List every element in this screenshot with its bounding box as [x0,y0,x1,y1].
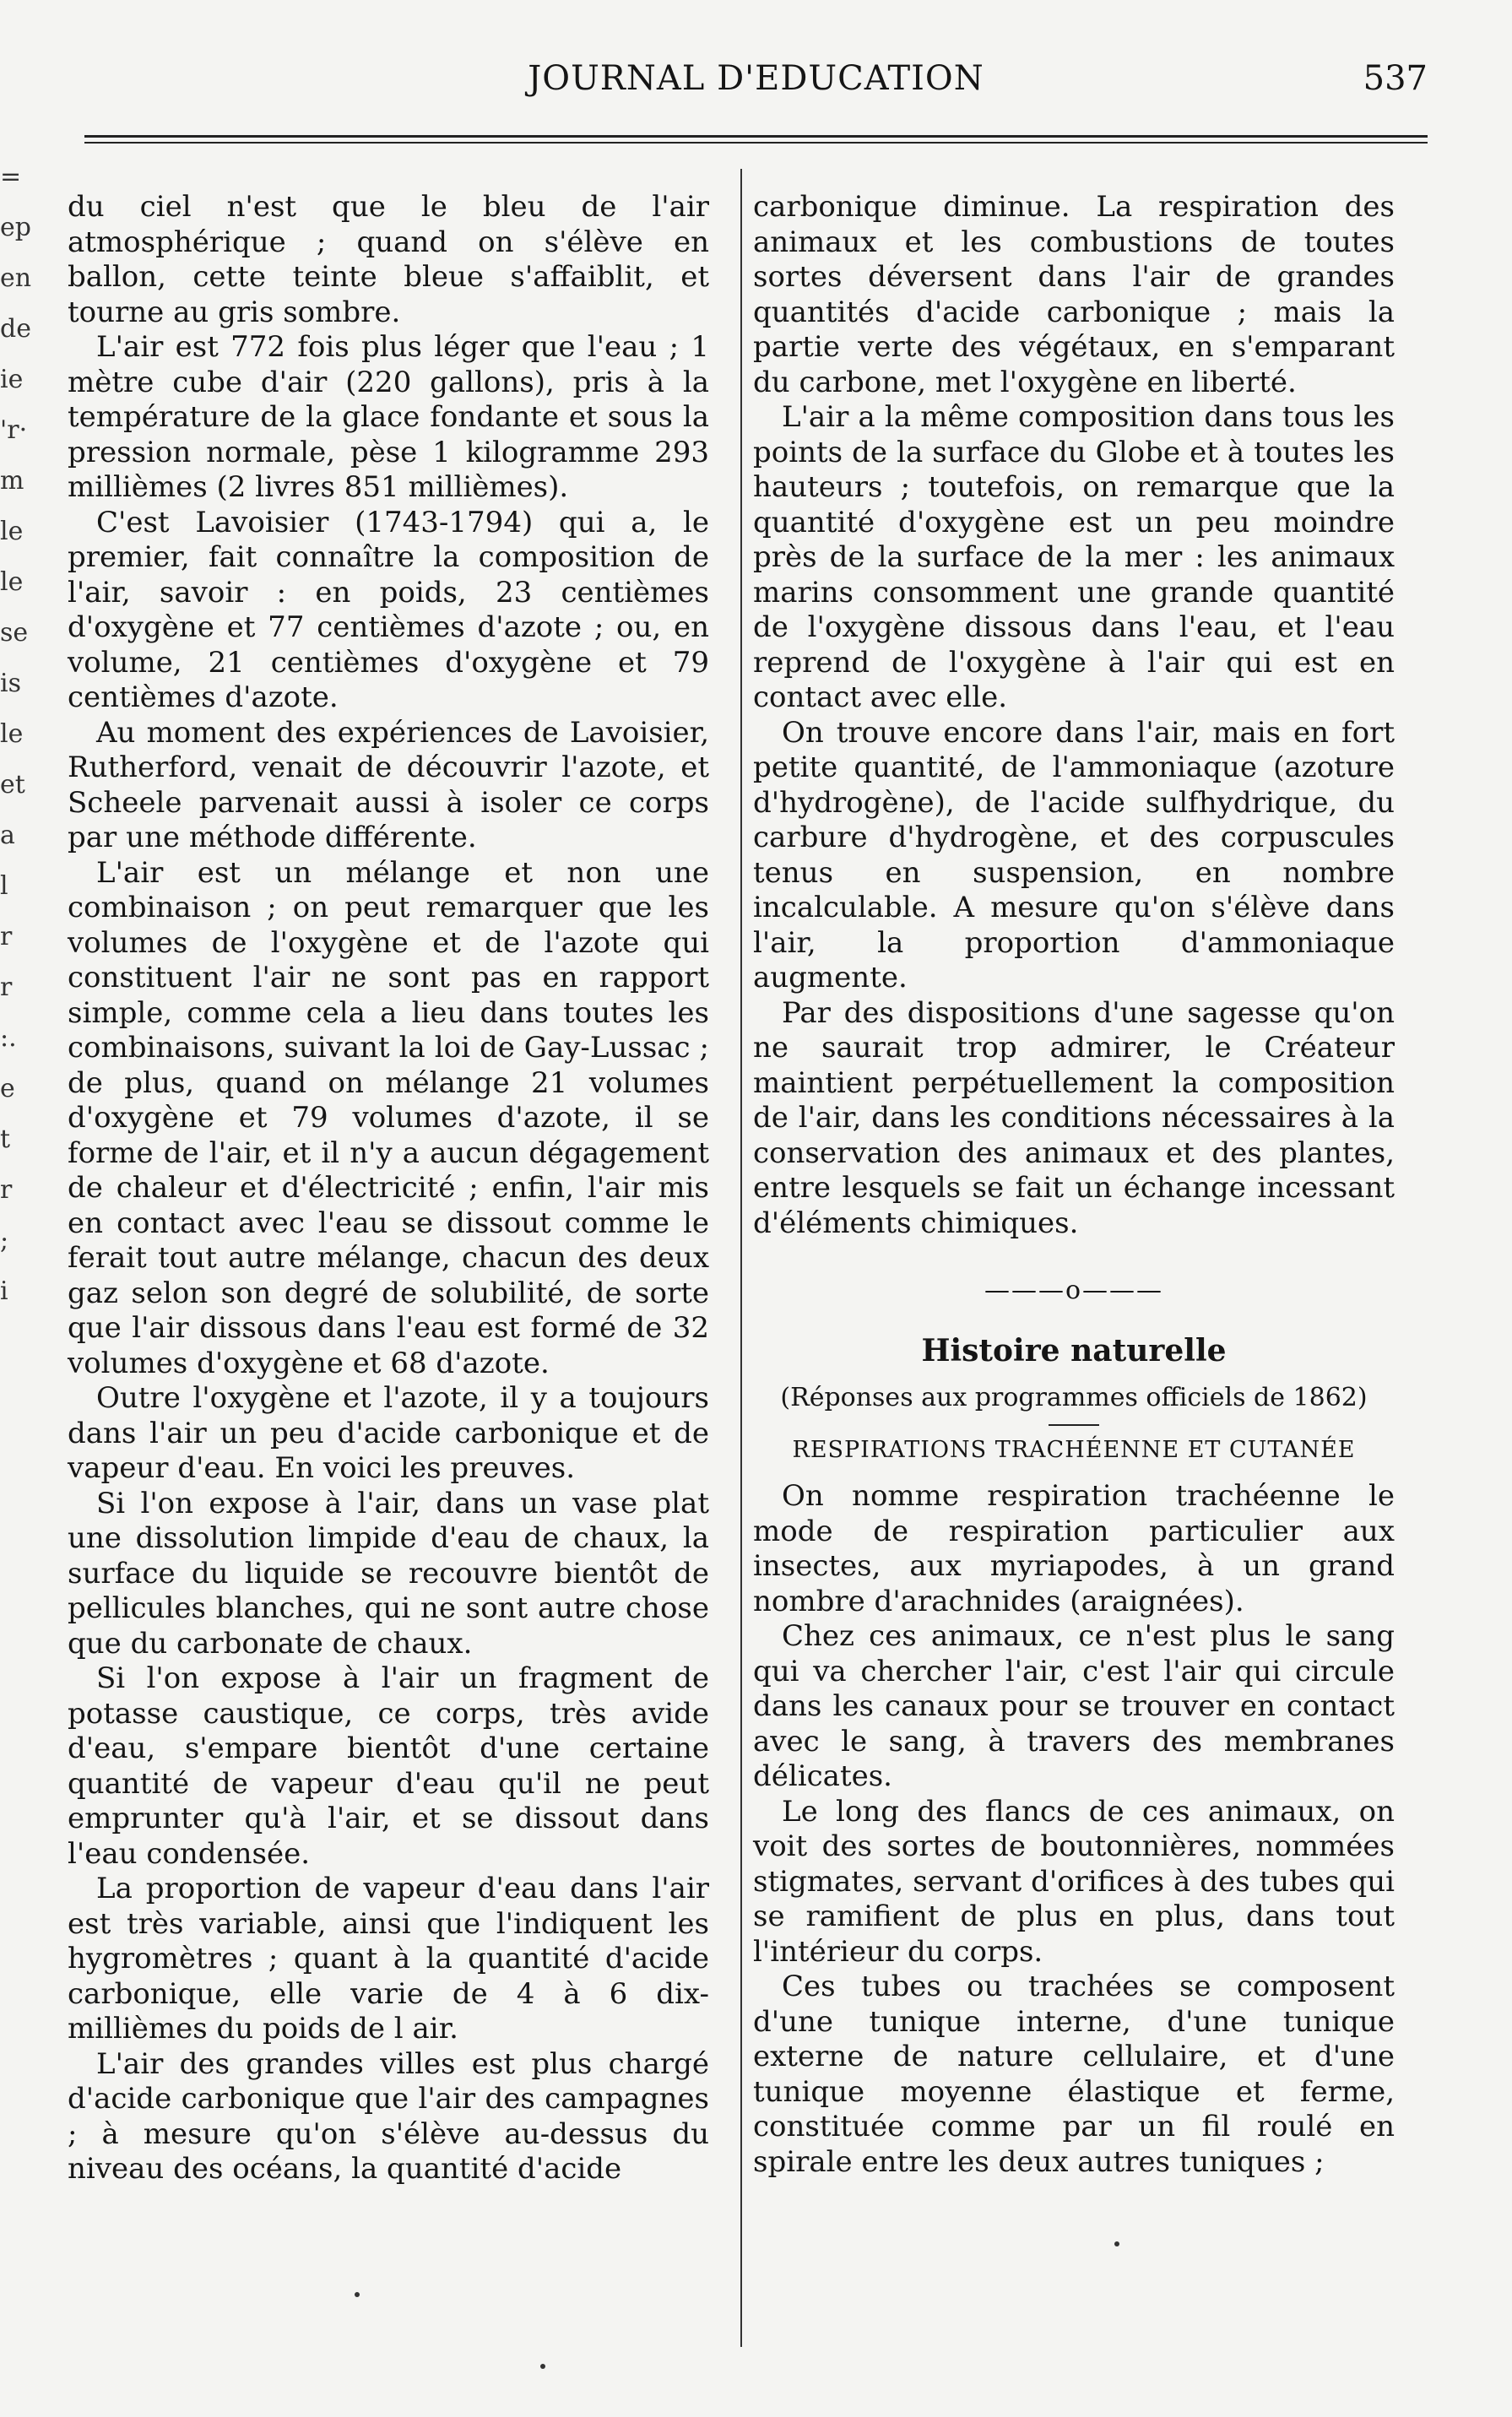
margin-fragment: r [0,922,13,951]
journal-title: JOURNAL D'EDUCATION [528,59,984,98]
margin-fragment: 'r· [0,415,28,445]
margin-fragment: ie [0,365,24,394]
paragraph: La proportion de vapeur d'eau dans l'air est très variable, ainsi que l'indiquent les hygromètres ; quant à la quantité d'acide carbonique, elle varie de 4 à 6 dix-millièmes du poids de l air. [68,1872,709,2046]
right-column [753,190,1395,2180]
section-separator: ———o——— [984,1276,1164,1305]
margin-fragment: r [0,1175,13,1205]
margin-fragment: = [0,162,22,192]
margin-fragment: le [0,719,24,749]
subsection-title: RESPIRATIONS TRACHÉENNE ET CUTANÉE [792,1436,1356,1463]
short-rule [1049,1424,1099,1426]
column-divider [740,169,742,2347]
paragraph: L'air est un mélange et non une combinaison ; on peut remarquer que les volumes de l'oxygène et de l'azote qui constituent l'air ne sont pas en rapport simple, comme cela a lieu dans toutes les combinaisons, suivant la loi de Gay-Lussac ; de plus, quand on mélange 21 volumes d'oxygène et 79 volumes d'azote, il se forme de l'air, et il n'y a aucun dégagement de chaleur et d'électricité ; enfin, l'air mis en contact avec l'eau se dissout comme le ferait tout autre mélange, chacun des deux gaz selon son degré de solubilité, de sorte que l'air dissous dans l'eau est formé de 32 volumes d'oxygène et 68 d'azote. [68,855,709,1380]
paragraph: Au moment des expériences de Lavoisier, Rutherford, venait de découvrir l'azote, et Scheele parvenait aussi à isoler ce corps par une méthode différente. [68,715,709,854]
ink-speck [1114,2241,1119,2246]
paragraph: Chez ces animaux, ce n'est plus le sang qui va chercher l'air, c'est l'air qui circule dans les canaux pour se trouver en contact avec le sang, à travers des membranes délicates. [753,1619,1395,1793]
margin-fragment: en [0,263,32,293]
paragraph: Outre l'oxygène et l'azote, il y a toujours dans l'air un peu d'acide carbonique et de vapeur d'eau. En voici les preuves. [68,1381,709,1485]
paragraph: On nomme respiration trachéenne le mode de respiration particulier aux insectes, aux myriapodes, à un grand nombre d'arachnides (araignées). [753,1479,1395,1618]
margin-fragment: ep [0,213,31,242]
header-rule-thin [84,142,1428,144]
page-number: 537 [1363,59,1428,98]
margin-fragment: ; [0,1226,9,1255]
margin-fragment: a [0,821,15,850]
paragraph: C'est Lavoisier (1743-1794) qui a, le premier, fait connaître la composition de l'air, savoir : en poids, 23 centièmes d'oxygène et 77 centièmes d'azote ; ou, en volume, 21 centièmes d'oxygène et 79 centièmes d'azote. [68,505,709,714]
ink-speck [540,2364,545,2369]
margin-fragment: de [0,314,31,344]
margin-fragment: l [0,871,8,901]
section-title: Histoire naturelle [921,1332,1227,1368]
margin-fragment: le [0,517,24,546]
ink-speck [355,2292,360,2297]
margin-fragment: se [0,618,29,648]
paragraph: L'air des grandes villes est plus chargé d'acide carbonique que l'air des campagnes ; à mesure qu'on s'élève au-dessus du niveau des océans, la quantité d'acide [68,2046,709,2186]
paragraph: Par des dispositions d'une sagesse qu'on ne saurait trop admirer, le Créateur maintient perpétuellement la composition de l'air, dans les conditions nécessaires à la conservation des animaux et des plantes, entre lesquels se fait un échange incessant d'éléments chimiques. [753,995,1395,1240]
section-subtitle: (Réponses aux programmes officiels de 1862) [780,1383,1368,1412]
paragraph: Le long des flancs de ces animaux, on voit des sortes de boutonnières, nommées stigmates, servant d'orifices à des tubes qui se ramifient de plus en plus, dans tout l'intérieur du corps. [753,1794,1395,1969]
paragraph: Si l'on expose à l'air un fragment de potasse caustique, ce corps, très avide d'eau, s'empare bientôt d'une certaine quantité de vapeur d'eau qu'il ne peut emprunter qu'à l'air, et se dissout dans l'eau condensée. [68,1661,709,1871]
left-column [68,190,709,2187]
margin-fragment: et [0,770,25,799]
margin-fragment: e [0,1074,15,1103]
margin-fragment: i [0,1276,8,1306]
paragraph: On trouve encore dans l'air, mais en fort petite quantité, de l'ammoniaque (azoture d'hydrogène), de l'acide sulfhydrique, du carbure d'hydrogène, et des corpuscules tenus en suspension, en nombre incalculable. A mesure qu'on s'élève dans l'air, la proportion d'ammoniaque augmente. [753,715,1395,994]
margin-fragment: r [0,973,13,1002]
margin-fragment: t [0,1125,11,1154]
paragraph: du ciel n'est que le bleu de l'air atmosphérique ; quand on s'élève en ballon, cette teinte bleue s'affaiblit, et tourne au gris sombre. [68,190,709,329]
page-header [84,59,1428,110]
paragraph: carbonique diminue. La respiration des animaux et les combustions de toutes sortes déversent dans l'air de grandes quantités d'acide carbonique ; mais la partie verte des végétaux, en s'emparant du carbone, met l'oxygène en liberté. [753,190,1395,399]
paragraph: L'air a la même composition dans tous les points de la surface du Globe et à toutes les hauteurs ; toutefois, on remarque que la quantité d'oxygène est un peu moindre près de la surface de la mer : les animaux marins consomment une grande quantité de l'oxygène dissous dans l'eau, et l'eau reprend de l'oxygène à l'air qui est en contact avec elle. [753,400,1395,714]
paragraph: Si l'on expose à l'air, dans un vase plat une dissolution limpide d'eau de chaux, la surface du liquide se recouvre bientôt de pellicules blanches, qui ne sont autre chose que du carbonate de chaux. [68,1486,709,1661]
paragraph: Ces tubes ou trachées se composent d'une tunique interne, d'une tunique externe de nature cellulaire, et d'une tunique moyenne élastique et ferme, constituée comme par un fil roulé en spirale entre les deux autres tuniques ; [753,1970,1395,2179]
margin-fragment: is [0,669,21,698]
paragraph: L'air est 772 fois plus léger que l'eau ; 1 mètre cube d'air (220 gallons), pris à la température de la glace fondante et sous la pression normale, pèse 1 kilogramme 293 millièmes (2 livres 851 millièmes). [68,330,709,504]
margin-fragment: :. [0,1023,17,1053]
margin-fragments [0,152,59,2347]
header-rule [84,135,1428,138]
margin-fragment: le [0,567,24,597]
margin-fragment: m [0,466,24,496]
